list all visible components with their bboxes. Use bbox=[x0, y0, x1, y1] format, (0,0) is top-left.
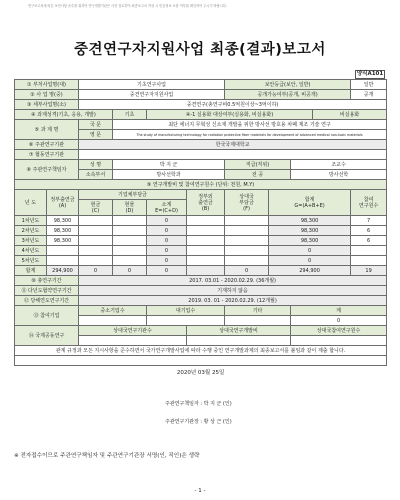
row-signature bbox=[15, 356, 387, 366]
companies-total-value: 0 bbox=[291, 316, 387, 326]
project-nature-label: ④ 과제성격(기초, 응용, 개발) bbox=[15, 110, 113, 120]
english-title-label: 영 문 bbox=[79, 130, 113, 140]
row-multiyear-period bbox=[15, 286, 387, 296]
row-total-period bbox=[15, 276, 387, 286]
table-row: 2차년도 98,300 0 98,300 6 bbox=[15, 226, 387, 236]
lead-institution-value: 한국국제대학교 bbox=[79, 140, 387, 150]
sme-count-label: 중소기업수 bbox=[79, 306, 147, 316]
top-notice: 연구보고서에 따른 보안사항 준수를 위하여 연구개발기관은 사전 검토하여 최종보고서 작성 시 민감정보 포함 여부를 확인하여 주시기 바랍니다. bbox=[28, 4, 227, 8]
total-period-label: ⑩ 총연구기간 bbox=[15, 276, 79, 286]
sub-program-label: ③ 세부사업명(소) bbox=[15, 100, 79, 110]
pi-name-label: 성 명 bbox=[79, 160, 113, 170]
col-corp-group: 기업체부담금 bbox=[79, 190, 187, 200]
current-period-value: 2019. 03. 01 - 2020.02.29. (12개월) bbox=[79, 296, 387, 306]
program-name-value: 중견연구자지원사업 bbox=[79, 90, 225, 100]
disclosure-value: 공개 bbox=[351, 90, 387, 100]
col-cash: 현금 (C) bbox=[79, 200, 113, 216]
table-row: 3차년도 98,300 0 98,300 6 bbox=[15, 236, 387, 246]
korean-title-value: 최단 에너지 무혁성 신소재 개발을 위한 방사선 방호용 차폐 제조 기술 연구 bbox=[113, 120, 387, 130]
coop-institution-label: ⑦ 협동연구기관 bbox=[15, 150, 79, 160]
intl-institution-count-label: 상대국연구기관수 bbox=[79, 326, 187, 336]
coop-institution-value bbox=[79, 150, 387, 160]
document-title: 중견연구자지원사업 최종(결과)보고서 bbox=[74, 42, 326, 58]
security-level-value: 일반 bbox=[351, 80, 387, 90]
pi-title-label: 직급(직위) bbox=[225, 160, 291, 170]
commercialization-label: ④-1 실용화 대상여부(실용화, 비실용화) bbox=[147, 110, 313, 120]
signature-block bbox=[15, 356, 387, 425]
sub-program-value: 중견연구(총연구비0.5억원이상~3억이하) bbox=[79, 100, 387, 110]
commercialization-value: 비실용화 bbox=[313, 110, 387, 120]
multiyear-period-value: 기재하지 않음 bbox=[79, 286, 387, 296]
row-coop-institution bbox=[15, 150, 387, 160]
col-researchers: 참여 연구원수 bbox=[351, 190, 387, 216]
col-other-gov: 정부외 출연금 (B) bbox=[187, 190, 225, 216]
row-sub-program bbox=[15, 100, 387, 110]
report-form-table bbox=[14, 79, 387, 425]
companies-label: ⑬ 참여기업 bbox=[15, 306, 79, 326]
korean-title-label: 국 문 bbox=[79, 120, 113, 130]
pi-major-label: 전 공 bbox=[225, 170, 291, 180]
disclosure-label: 공개가능여부(공개, 비공개) bbox=[225, 90, 351, 100]
total-period-value: 2017. 03.01 - 2020.02.29. (36개월) bbox=[79, 276, 387, 286]
pi-title-value: 조교수 bbox=[291, 160, 387, 170]
col-match-funds: 상대국 부담금 (F) bbox=[225, 190, 269, 216]
other-count-label: 기타 bbox=[225, 306, 291, 316]
program-name-label: ② 사 업 명(중) bbox=[15, 90, 79, 100]
col-subtotal: 소계 E=(C+D) bbox=[147, 200, 187, 216]
budget-sum-row: 합계 294,900 0 0 0 0 294,900 19 bbox=[15, 266, 387, 276]
companies-total-label: 계 bbox=[291, 306, 387, 316]
col-year: 년 도 bbox=[15, 190, 47, 216]
pi-label: ⑧ 주관연구책임자 bbox=[15, 160, 79, 180]
english-title-value: The study of manufacturing technology for radiation protective fiber materials for development of advanced medical non-toxic materials bbox=[113, 130, 387, 140]
intl-research-label: ⑭ 국제공동연구 bbox=[15, 326, 79, 346]
budget-section-title: ⑨ 연구개발비 및 참여연구원수 (단위: 천원, M.Y) bbox=[15, 180, 387, 190]
row-ministry-program bbox=[15, 80, 387, 90]
pi-name-value: 박 지 군 bbox=[113, 160, 225, 170]
ministry-program-value: 기초연구사업 bbox=[79, 80, 225, 90]
row-pi-name bbox=[15, 160, 387, 170]
submission-statement: 관계 규정과 모든 지시사항을 준수하면서 국가연구개발사업에 따라 수행 중인 연구개발과제의 최종보고서를 붙임과 같이 제출 합니다. bbox=[15, 346, 387, 356]
lead-institution-label: ⑥ 주관연구기관 bbox=[15, 140, 79, 150]
institution-head-signature: 주관연구기관장 : 황 상 근 (인) bbox=[165, 419, 232, 425]
pi-major-value: 방사선학 bbox=[291, 170, 387, 180]
row-program-name bbox=[15, 90, 387, 100]
row-current-period bbox=[15, 296, 387, 306]
intl-budget-label: 상대국연구개발비 bbox=[187, 326, 291, 336]
row-companies-header bbox=[15, 306, 387, 316]
current-period-label: ⑫ 당해연도연구기간 bbox=[15, 296, 79, 306]
pi-dept-value: 방사선학과 bbox=[113, 170, 225, 180]
row-lead-institution bbox=[15, 140, 387, 150]
col-inkind: 현물 (D) bbox=[113, 200, 147, 216]
security-level-label: 보안등급(보안, 일반) bbox=[225, 80, 351, 90]
row-statement bbox=[15, 346, 387, 356]
row-budget-title bbox=[15, 180, 387, 190]
table-row: 4차년도 0 0 bbox=[15, 246, 387, 256]
row-project-nature bbox=[15, 110, 387, 120]
intl-researcher-count-label: 상대국참여연구원수 bbox=[291, 326, 387, 336]
row-intl-header bbox=[15, 326, 387, 336]
pi-dept-label: 소속부서 bbox=[79, 170, 113, 180]
row-project-title-kor bbox=[15, 120, 387, 130]
multiyear-period-label: ⑪ 다년도협약연구기간 bbox=[15, 286, 79, 296]
table-row: 5차년도 0 0 bbox=[15, 256, 387, 266]
page-number: - 1 - bbox=[194, 488, 206, 494]
col-gov-funds: 정부출연금 (A) bbox=[47, 190, 79, 216]
col-total: 합계 G=(A+B+E) bbox=[269, 190, 351, 216]
table-row: 1차년도 98,300 0 98,300 7 bbox=[15, 216, 387, 226]
budget-header-row-1 bbox=[15, 190, 387, 200]
submission-date: 2020년 03월 25일 bbox=[176, 370, 225, 376]
large-company-count-label: 대기업수 bbox=[147, 306, 225, 316]
pi-signature: 주관연구책임자 : 박 지 군 (인) bbox=[165, 401, 232, 407]
e-submission-note: ※ 전자접수이므로 주관연구책임자 및 주관연구기관장 서명(인, 직인)은 생략 bbox=[14, 453, 200, 459]
form-code-badge: 양식A101 bbox=[356, 71, 384, 77]
project-nature-value: 기초 bbox=[113, 110, 147, 120]
ministry-program-label: ① 부처사업명(대) bbox=[15, 80, 79, 90]
project-title-label: ⑤ 과 제 명 bbox=[15, 120, 79, 140]
